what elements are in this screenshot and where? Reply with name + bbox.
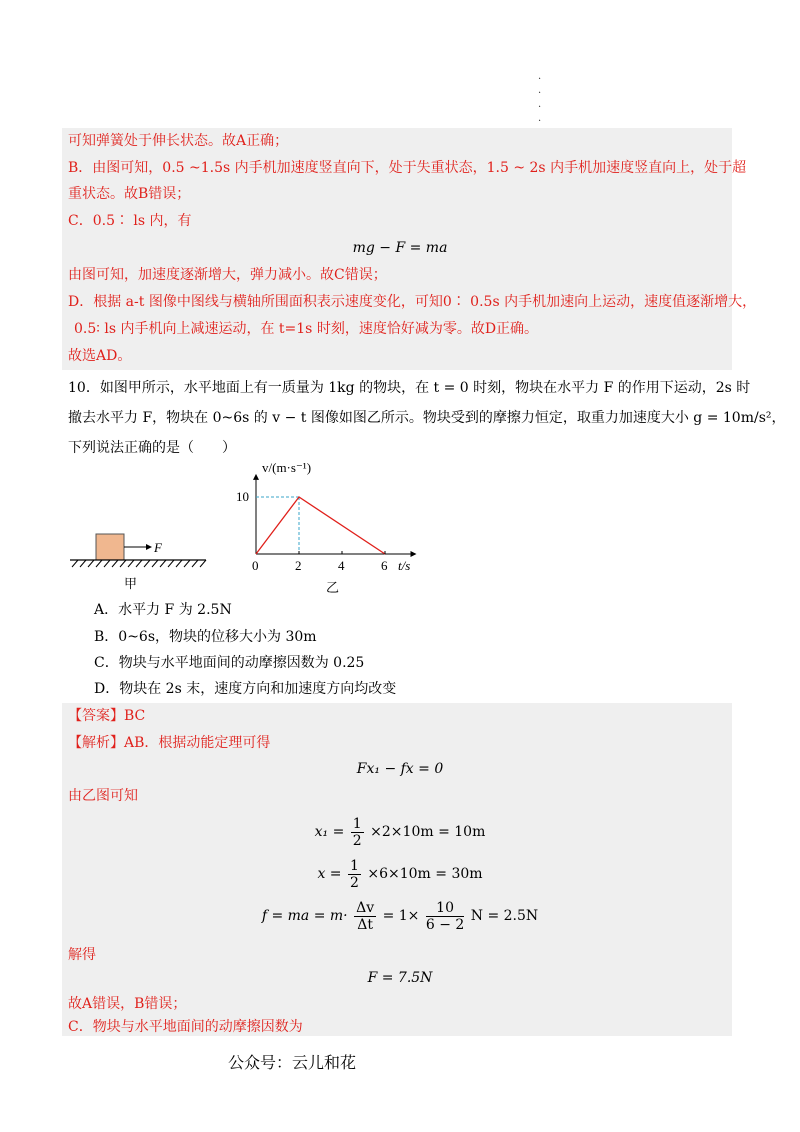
force-arrow-head <box>146 544 152 550</box>
option-c: C．物块与水平地面间的动摩擦因数为 0.25 <box>94 655 365 671</box>
x-axis-arrow <box>411 551 417 557</box>
question-10-line-1: 10．如图甲所示，水平地面上有一质量为 1kg 的物块，在 t = 0 时刻，物块在水平力 F 的作用下运动，2s 时 <box>68 380 751 396</box>
question-10-line-2: 撤去水平力 F，物块在 0~6s 的 v − t 图像如图乙所示。物块受到的摩擦力恒定，取重力加速度大小 g = 10m/s²， <box>68 410 786 426</box>
analysis-eq-1: Fx₁ − fx = 0 <box>356 761 444 777</box>
continuation-dots: . . . . <box>538 71 542 124</box>
prev-line-1: 可知弹簧处于伸长状态。故A正确； <box>68 133 289 149</box>
y-axis-arrow <box>253 474 259 480</box>
analysis-line-4: 故A错误，B错误； <box>68 996 187 1012</box>
footer-watermark: 公众号：云儿和花 <box>228 1053 357 1072</box>
option-a: A．水平力 F 为 2.5N <box>94 602 232 618</box>
chart-xlabel: t/s <box>398 558 411 573</box>
analysis-line-1: 【解析】AB．根据动能定理可得 <box>68 735 271 751</box>
x-tick-label: 0 <box>252 558 259 573</box>
analysis-line-5: C．物块与水平地面间的动摩擦因数为 <box>68 1019 303 1035</box>
block <box>96 534 124 560</box>
question-10-line-3: 下列说法正确的是（ ） <box>68 440 236 456</box>
analysis-eq-5: F = 7.5N <box>367 970 433 986</box>
analysis-eq-3: x = $\frac{1}{2}$ ×6×10m = 30m <box>317 857 483 891</box>
vt-chart <box>228 456 428 596</box>
prev-line-2: B．由图可知，0.5 ~1.5s 内手机加速度竖直向下，处于失重状态，1.5 ~ 2s 内手机加速度竖直向上，处于超 <box>68 160 747 176</box>
chart-caption: 乙 <box>326 581 340 596</box>
x-tick-label: 6 <box>381 558 388 573</box>
analysis-eq-4: f = ma = m· $\frac{\Delta v}{\Delta t}$ = 1× $\frac{10}{6 - 2}$ N = 2.5N <box>261 899 539 933</box>
option-b: B．0~6s，物块的位移大小为 30m <box>94 629 317 645</box>
prev-line-6: D．根据 a-t 图像中图线与横轴所围面积表示速度变化，可知0∶ 0.5s 内手机加速向上运动，速度值逐渐增大， <box>68 294 757 310</box>
prev-equation: mg − F = ma <box>352 240 448 256</box>
series-line <box>256 497 385 554</box>
figure-jia-caption: 甲 <box>124 577 138 592</box>
analysis-line-2: 由乙图可知 <box>68 788 138 804</box>
force-label: F <box>154 540 162 555</box>
prev-line-5: 由图可知，加速度逐渐增大，弹力减小。故C错误； <box>68 267 387 283</box>
x-tick-label: 4 <box>338 558 345 573</box>
ground-hatch <box>72 560 206 567</box>
y-tick-label: 10 <box>236 489 249 504</box>
prev-line-4: C．0.5∶ ls 内，有 <box>68 213 192 229</box>
chart-ylabel: v/(m·s⁻¹) <box>262 460 312 475</box>
figure-jia <box>66 526 216 596</box>
prev-line-3: 重状态。故B错误； <box>68 186 191 202</box>
prev-line-8: 故选AD。 <box>68 348 132 364</box>
x-tick-label: 2 <box>295 558 302 573</box>
option-d: D．物块在 2s 末，速度方向和加速度方向均改变 <box>94 681 397 697</box>
answer-line: 【答案】BC <box>68 708 146 724</box>
analysis-line-3: 解得 <box>68 947 96 963</box>
analysis-eq-2: x₁ = $\frac{1}{2}$ ×2×10m = 10m <box>314 815 486 849</box>
prev-line-7: 0.5∶ ls 内手机向上减速运动，在 t=1s 时刻，速度恰好减为零。故D正确。 <box>74 321 539 337</box>
